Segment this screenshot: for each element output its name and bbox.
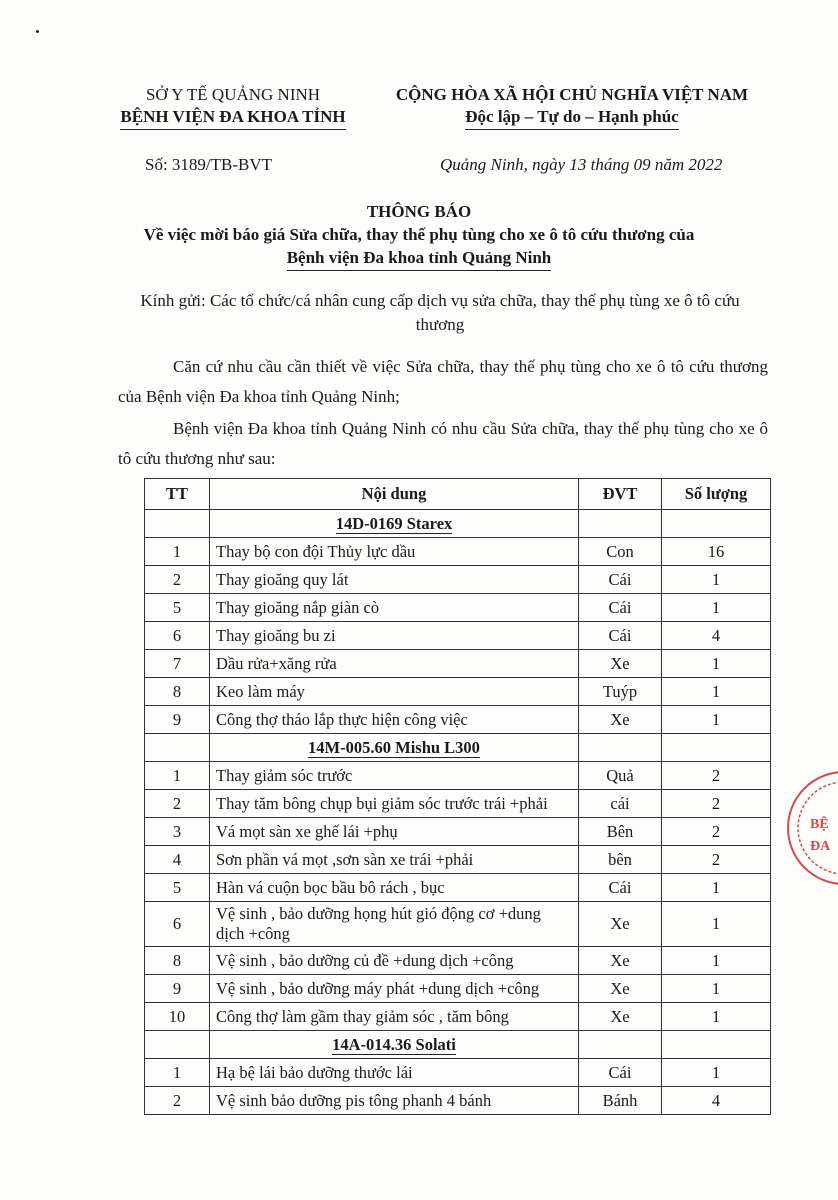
table-row — [145, 650, 771, 678]
row-qty-cell: 1 — [662, 874, 771, 902]
row-qty-cell: 2 — [662, 762, 771, 790]
vehicle-group-row — [145, 734, 771, 762]
issuer-hospital: BỆNH VIỆN ĐA KHOA TỈNH — [120, 106, 345, 130]
table-row — [145, 846, 771, 874]
row-qty-cell: 1 — [662, 1059, 771, 1087]
row-unit-cell: Quả — [579, 762, 662, 790]
table-row — [145, 622, 771, 650]
row-qty-cell: 1 — [662, 566, 771, 594]
row-content-cell: Thay gioăng bu zi — [210, 622, 579, 650]
issuer-block — [108, 84, 358, 130]
vehicle-group-row — [145, 510, 771, 538]
row-unit-cell: cái — [579, 790, 662, 818]
notice-subtitle-line1: Về việc mời báo giá Sửa chữa, thay thế phụ tùng cho xe ô tô cứu thương của — [143, 225, 695, 244]
notice-subtitle-line2: Bệnh viện Đa khoa tỉnh Quảng Ninh — [287, 246, 552, 271]
table-row — [145, 874, 771, 902]
row-tt-cell: 4 — [145, 846, 210, 874]
seal-text-top: BỆ — [810, 817, 829, 832]
row-unit-cell: Tuýp — [579, 678, 662, 706]
row-tt-cell: 6 — [145, 622, 210, 650]
row-unit-cell: Xe — [579, 947, 662, 975]
national-motto-block — [378, 84, 766, 130]
row-tt-cell: 7 — [145, 650, 210, 678]
scan-speck — [36, 30, 39, 33]
group-tt-cell — [145, 510, 210, 538]
header-tt: TT — [145, 479, 210, 510]
table-row — [145, 1087, 771, 1115]
row-tt-cell: 1 — [145, 538, 210, 566]
table-row — [145, 947, 771, 975]
row-tt-cell: 6 — [145, 902, 210, 947]
document-number: Số: 3189/TB-BVT — [145, 155, 273, 174]
group-tt-cell — [145, 734, 210, 762]
notice-heading: THÔNG BÁO — [366, 202, 472, 221]
row-tt-cell: 5 — [145, 874, 210, 902]
repair-items-table — [144, 478, 771, 1115]
row-tt-cell: 3 — [145, 818, 210, 846]
row-qty-cell: 1 — [662, 1003, 771, 1031]
group-label-cell — [210, 734, 579, 762]
row-qty-cell: 2 — [662, 818, 771, 846]
row-unit-cell: Cái — [579, 622, 662, 650]
row-content-cell: Vệ sinh , bảo dưỡng họng hút gió động cơ +dung dịch +công — [210, 902, 579, 947]
table-row — [145, 566, 771, 594]
row-content-cell: Vệ sinh , bảo dưỡng củ đề +dung dịch +công — [210, 947, 579, 975]
row-tt-cell: 9 — [145, 706, 210, 734]
table-body — [145, 510, 771, 1115]
row-content-cell: Vá mọt sàn xe ghế lái +phụ — [210, 818, 579, 846]
group-label-cell — [210, 1031, 579, 1059]
red-seal-stamp — [784, 768, 838, 888]
row-unit-cell: Xe — [579, 975, 662, 1003]
group-unit-cell — [579, 734, 662, 762]
row-content-cell: Vệ sinh bảo dưỡng pis tông phanh 4 bánh — [210, 1087, 579, 1115]
table-header-row — [145, 479, 771, 510]
row-qty-cell: 1 — [662, 706, 771, 734]
row-tt-cell: 2 — [145, 790, 210, 818]
row-qty-cell: 1 — [662, 902, 771, 947]
table-row — [145, 790, 771, 818]
row-tt-cell: 8 — [145, 947, 210, 975]
row-content-cell: Thay gioăng quy lát — [210, 566, 579, 594]
recipients: Kính gửi: Các tổ chức/cá nhân cung cấp dịch vụ sửa chữa, thay thế phụ tùng xe ô tô cứu thương — [140, 291, 740, 334]
row-content-cell: Sơn phần vá mọt ,sơn sàn xe trái +phải — [210, 846, 579, 874]
vehicle-group-row — [145, 1031, 771, 1059]
table-row — [145, 1059, 771, 1087]
group-unit-cell — [579, 1031, 662, 1059]
vehicle-plate-label: 14D-0169 Starex — [335, 513, 453, 533]
row-qty-cell: 1 — [662, 975, 771, 1003]
vehicle-plate-label: 14M-005.60 Mishu L300 — [308, 737, 480, 757]
paragraph-request: Bệnh viện Đa khoa tỉnh Quảng Ninh có nhu cầu Sửa chữa, thay thế phụ tùng cho xe ô tô cứu thương như sau: — [118, 419, 768, 468]
table-row — [145, 538, 771, 566]
row-unit-cell: bên — [579, 846, 662, 874]
row-unit-cell: Bánh — [579, 1087, 662, 1115]
group-qty-cell — [662, 734, 771, 762]
row-content-cell: Thay bộ con đội Thủy lực dầu — [210, 538, 579, 566]
row-unit-cell: Bên — [579, 818, 662, 846]
row-tt-cell: 9 — [145, 975, 210, 1003]
table-row — [145, 594, 771, 622]
group-qty-cell — [662, 1031, 771, 1059]
row-unit-cell: Cái — [579, 566, 662, 594]
row-unit-cell: Xe — [579, 706, 662, 734]
country-name: CỘNG HÒA XÃ HỘI CHỦ NGHĨA VIỆT NAM — [395, 85, 749, 104]
vehicle-plate-label: 14A-014.36 Solati — [332, 1034, 456, 1054]
row-unit-cell: Cái — [579, 1059, 662, 1087]
row-tt-cell: 1 — [145, 762, 210, 790]
table-row — [145, 678, 771, 706]
row-content-cell: Công thợ làm gầm thay giảm sóc , tăm bông — [210, 1003, 579, 1031]
row-qty-cell: 1 — [662, 678, 771, 706]
row-qty-cell: 1 — [662, 650, 771, 678]
row-content-cell: Vệ sinh , bảo dưỡng máy phát +dung dịch +công — [210, 975, 579, 1003]
table-row — [145, 975, 771, 1003]
row-content-cell: Thay gioăng nắp giàn cò — [210, 594, 579, 622]
row-tt-cell: 5 — [145, 594, 210, 622]
row-tt-cell: 8 — [145, 678, 210, 706]
row-content-cell: Thay giảm sóc trước — [210, 762, 579, 790]
row-qty-cell: 2 — [662, 790, 771, 818]
row-unit-cell: Cái — [579, 594, 662, 622]
row-qty-cell: 1 — [662, 594, 771, 622]
row-tt-cell: 2 — [145, 1087, 210, 1115]
row-qty-cell: 2 — [662, 846, 771, 874]
header-content: Nội dung — [210, 479, 579, 510]
row-tt-cell: 10 — [145, 1003, 210, 1031]
table-row — [145, 902, 771, 947]
row-content-cell: Hạ bệ lái bảo dưỡng thước lái — [210, 1059, 579, 1087]
group-unit-cell — [579, 510, 662, 538]
row-content-cell: Công thợ tháo lắp thực hiện công việc — [210, 706, 579, 734]
motto: Độc lập – Tự do – Hạnh phúc — [465, 106, 678, 130]
row-unit-cell: Cái — [579, 874, 662, 902]
header-qty: Số lượng — [662, 479, 771, 510]
row-unit-cell: Xe — [579, 650, 662, 678]
row-tt-cell: 1 — [145, 1059, 210, 1087]
group-qty-cell — [662, 510, 771, 538]
table-row — [145, 762, 771, 790]
issuer-department: SỞ Y TẾ QUẢNG NINH — [145, 85, 321, 104]
row-tt-cell: 2 — [145, 566, 210, 594]
paragraph-basis: Căn cứ nhu cầu cần thiết về việc Sửa chữa, thay thế phụ tùng cho xe ô tô cứu thương của Bệnh viện Đa khoa tỉnh Quảng Ninh; — [118, 357, 768, 406]
seal-text-bottom: ĐA — [810, 839, 831, 854]
header-unit: ĐVT — [579, 479, 662, 510]
row-qty-cell: 16 — [662, 538, 771, 566]
group-tt-cell — [145, 1031, 210, 1059]
group-label-cell — [210, 510, 579, 538]
row-unit-cell: Xe — [579, 1003, 662, 1031]
table-row — [145, 818, 771, 846]
row-content-cell: Dầu rửa+xăng rửa — [210, 650, 579, 678]
row-unit-cell: Con — [579, 538, 662, 566]
row-qty-cell: 4 — [662, 622, 771, 650]
document-date: Quảng Ninh, ngày 13 tháng 09 năm 2022 — [440, 155, 723, 174]
row-unit-cell: Xe — [579, 902, 662, 947]
row-qty-cell: 4 — [662, 1087, 771, 1115]
row-qty-cell: 1 — [662, 947, 771, 975]
row-content-cell: Hàn vá cuộn bọc bầu bô rách , bục — [210, 874, 579, 902]
table-row — [145, 706, 771, 734]
row-content-cell: Keo làm máy — [210, 678, 579, 706]
table-row — [145, 1003, 771, 1031]
row-content-cell: Thay tăm bông chụp bụi giảm sóc trước trái +phải — [210, 790, 579, 818]
